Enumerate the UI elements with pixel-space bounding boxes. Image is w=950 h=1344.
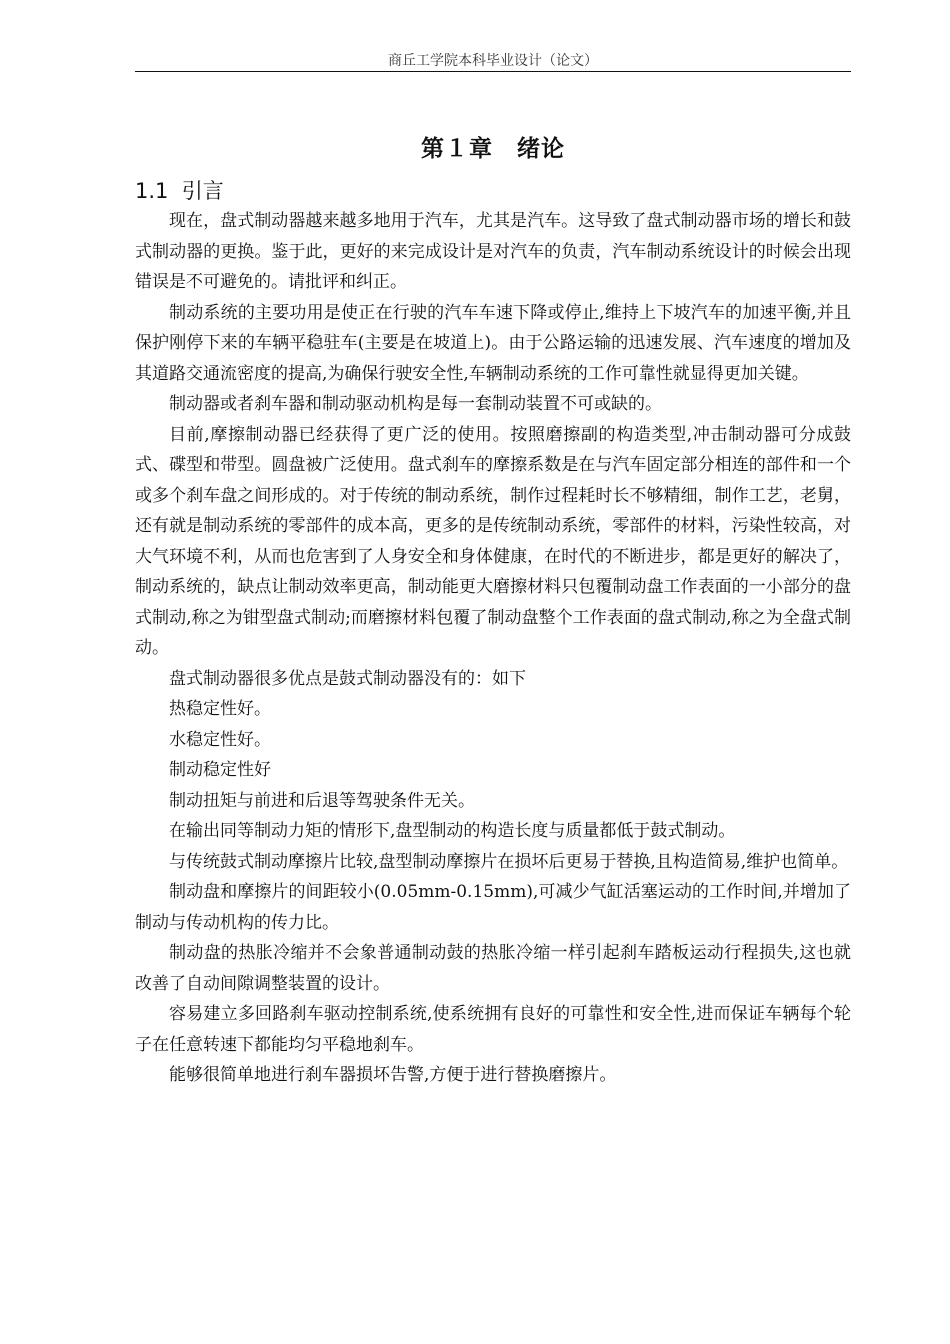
list-item: 与传统鼓式制动摩擦片比较,盘型制动摩擦片在损坏后更易于替换,且构造简易,维护也简单。 xyxy=(169,851,849,872)
list-item: 容易建立多回路刹车驱动控制系统,使系统拥有良好的可靠性和安全性,进而保证车辆每个轮子在任意转速下都能均匀平稳地刹车。 xyxy=(135,1004,851,1055)
paragraph: 盘式制动器很多优点是鼓式制动器没有的：如下 xyxy=(169,668,526,689)
section-heading: 1.1 引言 xyxy=(135,179,224,203)
list-item: 能够很简单地进行刹车器损坏告警,方便于进行替换磨擦片。 xyxy=(169,1065,617,1085)
paragraph: 目前,摩擦制动器已经获得了更广泛的使用。按照磨擦副的构造类型,冲击制动器可分成鼓式、碟型和带型。圆盘被广泛使用。盘式刹车的摩擦系数是在与汽车固定部分相连的部件和一个或多个刹车盘之间形成的。对于传统的制动系统，制作过程耗时长不够精细，制作工艺，老舅，还有就是制动系统的零部件的成本高，更多的是传统制动系统，零部件的材料，污染性较高，对大气环境不利，从而也危害到了人身安全和身体健康，在时代的不断进步，都是更好的解决了，制动系统的，缺点让制动效率更高，制动能更大磨擦材料只包覆制动盘工作表面的一小部分的盘式制动,称之为钳型盘式制动;而磨擦材料包覆了制动盘整个工作表面的盘式制动,称之为全盘式制动。 xyxy=(135,424,851,658)
list-item: 制动盘和摩擦片的间距较小(0.05mm-0.15mm),可减少气缸活塞运动的工作时间,并增加了制动与传动机构的传力比。 xyxy=(135,882,851,933)
list-item: 热稳定性好。 xyxy=(169,699,271,719)
list-item: 水稳定性好。 xyxy=(169,729,271,750)
list-item: 制动盘的热胀冷缩并不会象普通制动鼓的热胀冷缩一样引起刹车踏板运动行程损失,这也就改善了自动间隙调整装置的设计。 xyxy=(135,943,851,994)
chapter-title: 第１章 绪论 xyxy=(421,136,565,162)
header-rule xyxy=(135,71,851,72)
list-item: 在输出同等制动力矩的情形下,盘型制动的构造长度与质量都低于鼓式制动。 xyxy=(169,821,736,841)
paragraph: 现在，盘式制动器越来越多地用于汽车，尤其是汽车。这导致了盘式制动器市场的增长和鼓式制动器的更换。鉴于此，更好的来完成设计是对汽车的负责，汽车制动系统设计的时候会出现错误是不可避免的。请批评和纠正。 xyxy=(135,211,851,292)
list-item: 制动扭矩与前进和后退等驾驶条件无关。 xyxy=(169,790,475,811)
paragraph: 制动器或者刹车器和制动驱动机构是每一套制动装置不可或缺的。 xyxy=(169,394,662,414)
list-item: 制动稳定性好 xyxy=(169,760,271,780)
body-text xyxy=(135,206,851,1091)
paragraph: 制动系统的主要功用是使正在行驶的汽车车速下降或停止,维持上下坡汽车的加速平衡,并且保护刚停下来的车辆平稳驻车(主要是在坡道上)。由于公路运输的迅速发展、汽车速度的增加及其道路交通流密度的提高,为确保行驶安全性,车辆制动系统的工作可靠性就显得更加关键。 xyxy=(135,302,851,384)
running-header: 商丘工学院本科毕业设计（论文） xyxy=(388,53,598,69)
